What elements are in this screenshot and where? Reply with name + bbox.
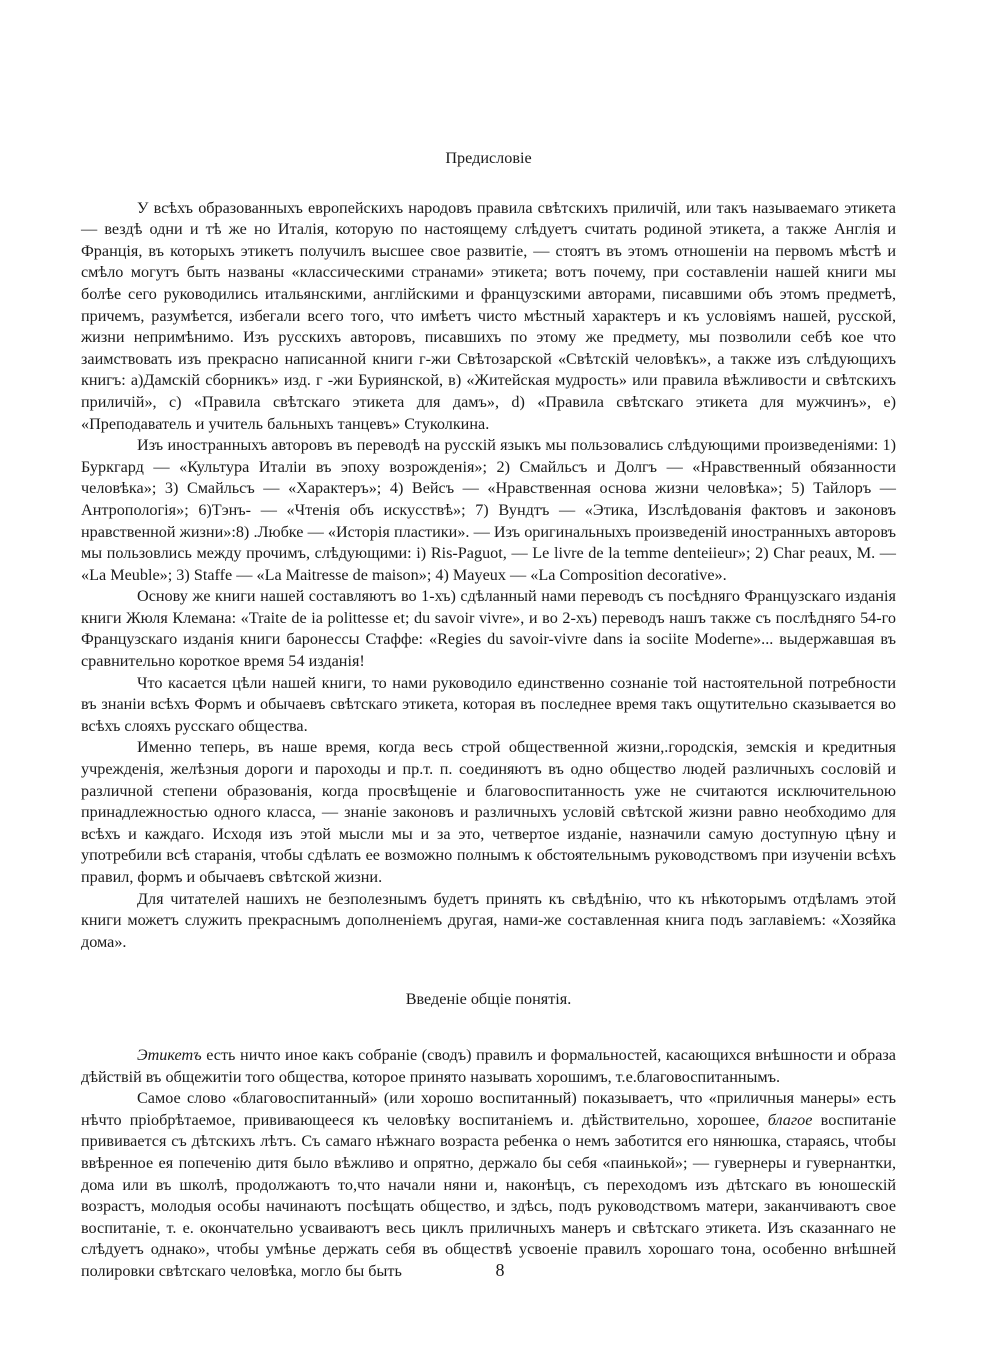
intro-term-etiquette: Этикетъ <box>137 1045 202 1064</box>
page-number: 8 <box>495 1260 505 1280</box>
intro-paragraph-1-text: есть ничто иное какъ собраніе (сводъ) правилъ и формальностей, касающихся внѣшности и образа дѣйствій въ общежитіи того общества, которое принято называть хорошимъ, т.е.благовоспитаннымъ. <box>81 1045 896 1086</box>
intro-paragraph-2 <box>81 1088 896 1282</box>
intro-paragraph-1 <box>81 1045 896 1088</box>
preface-paragraph-4: Что касается цѣли нашей книги, то нами руководило единственно сознаніе той настоятельной потребности въ знаніи всѣхъ Формъ и обычаевъ свѣтскаго этикета, которая въ последнее время такъ ощутительно сказывается во всѣхъ слояхъ русскаго общества. <box>81 673 896 735</box>
preface-paragraph-1: У всѣхъ образованныхъ европейскихъ народовъ правила свѣтскихъ приличій, или такъ называемаго этикета — вездѣ одни и тѣ же но Италія, которую по настоящему слѣдуетъ считать родиной этикета, а также Англія и Францiя, въ которыхъ этикетъ получилъ высшее свое развитіе, — стоятъ въ этомъ отношеніи на первомъ мѣстѣ и смѣло могутъ быть названы «классическими странами» этикета; вотъ почему, при составленіи нашей книги мы болѣе сего руководились итальянскими, англійскими и французскими авторами, писавшими объ этомъ предметѣ, причемъ, разумѣется, избегали всего того, что имѣетъ чисто мѣстный характеръ и къ условіямъ нашей, русской, жизни непримѣнимо. Изъ русскихъ авторовъ, писавшихъ по этому же предмету, мы позволили себѣ кое что заимствовать изъ прекрасно написанной книги г-жи Свѣтозарской «Свѣтскій человѣкъ», а также изъ слѣдующихъ книгъ: а)Дамскій сборникъ» изд. г -жи Буриянской, в) «Житейская мудрость» или правила вѣжливости и свѣтскихъ приличій», с) «Правила свѣтскаго этикета для дамъ», d) «Правила свѣтскаго этикета для мужчинъ», е) «Преподаватель и учитель бальныхъ танцевъ» Стуколкина. <box>81 198 896 433</box>
intro-term-blagoe: благое <box>767 1110 813 1129</box>
intro-paragraph-2-text-a: Самое слово «благовоспитанный» (или хорошо воспитанный) показываетъ, что «приличныя манеры» есть нѣчто пріобрѣтаемое, прививающееся къ человѣку воспитаніемъ и. дѣйствительно, хорошее, <box>81 1089 896 1129</box>
preface-paragraph-2: Изъ иностранныхъ авторовъ въ переводѣ на русскій языкъ мы пользовались слѣдующими произведеніями: 1) Буркгард — «Культура Италіи въ эпоху возрожденія»; 2) Смайльсъ и Долгъ — «Нравственный обязанности человѣка»; 3) Смайльсъ — «Характеръ»; 4) Вейсъ — «Нравственная основа жизни человѣка»; 5) Тайлоръ — Антропологія»; 6)Тэнъ- — «Чтенія объ искусствѣ»; 7) Вундтъ — «Этика, Изслѣдованія фактовъ и законовъ нравственной жизни»:8) .Любке — «Исторія пластики». — Изъ оригинальныхъ произведеній иностранныхъ авторовъ мы пользовлись между прочимъ, слѣдующими: і) Ris-Paguot, — Le livre de la temme denteiieur»; 2) Char peaux, M. — «La Meuble»; 3) Staffe — «La Maitresse de maison»; 4) Mayeux — «La Composition decorative». <box>81 436 896 584</box>
preface-paragraph-5: Именно теперь, въ наше время, когда весь строй общественной жизни,.городскія, земскія и кредитныя учрежденія, желѣзныя дороги и пароходы и пр.т. п. соединяютъ въ одно общество людей различныхъ сословій и различной степени образованія, когда просвѣщеніе и благовоспитанность уже не считаются исключительною принадлежностью одного класса, — знаніе законовъ и различныхъ условій свѣтской жизни равно необходимо для всѣхъ и каждаго. Исходя изъ этой мысли мы и за это, четвертое изданіе, назначили самую доступную цѣну и употребили всѣ старанія, чтобы сдѣлать ее возможно полнымъ к обстоятельнымъ руководствомъ при изученіи всѣхъ правил, формъ и обычаевъ свѣтской жизни. <box>81 738 896 886</box>
preface-heading: Предисловіе <box>445 149 532 167</box>
introduction-heading: Введеніе общіе понятія. <box>405 990 572 1009</box>
preface-paragraph-3: Основу же книги нашей составляютъ во 1-хъ) сдѣланный нами переводъ съ посѣдняго Французскаго изданія книги Жюля Клемана: «Traite de ia polittesse et; du savoir vivre», и во 2-хъ) переводъ нашъ также съ послѣдняго 54-го Французскаго изданія книги баронессы Стаффе: «Regies du savoir-vivre dans ia sociite Moderne»... выдержавшая въ сравнительно короткое время 54 изданія! <box>81 587 896 671</box>
preface-paragraph-6: Для читателей нашихъ не безполезнымъ будетъ принять къ свѣдѣнію, что къ нѣкоторымъ отдѣламъ этой книги можетъ служить прекраснымъ дополненіемъ другая, нами-же составленная книга подъ заглавіемъ: «Хозяйка дома». <box>81 889 896 951</box>
intro-paragraph-2-text-b: воспитаніе прививается съ дѣтскихъ лѣтъ. Съ самаго нѣжнаго возраста ребенка о немъ заботится его нянюшка, стараясь, чтобы ввѣренное ея попеченію дитя было вѣжливо и опрятно, держало бы себя «паинькой»; — гувернеры и гувернантки, дома или въ школѣ, продолжаютъ то,что начали няни и, наконѣцъ, съ переходомъ изъ дѣтскаго въ юношескій возрастъ, молодыя особы начинаютъ посѣщать общество, и здѣсь, подъ руководствомъ матери, заканчиваютъ свое воспитаніе, т. е. окончательно усваиваютъ весь циклъ приличныхъ манеръ и свѣтскаго этикета. Изъ сказаннаго не слѣдуетъ однако», чтобы умѣнье держать себя въ обществѣ усвоеніе правилъ хорошаго тона, особенно внѣшней полировки свѣтскаго человѣка, могло бы быть <box>81 1110 897 1280</box>
